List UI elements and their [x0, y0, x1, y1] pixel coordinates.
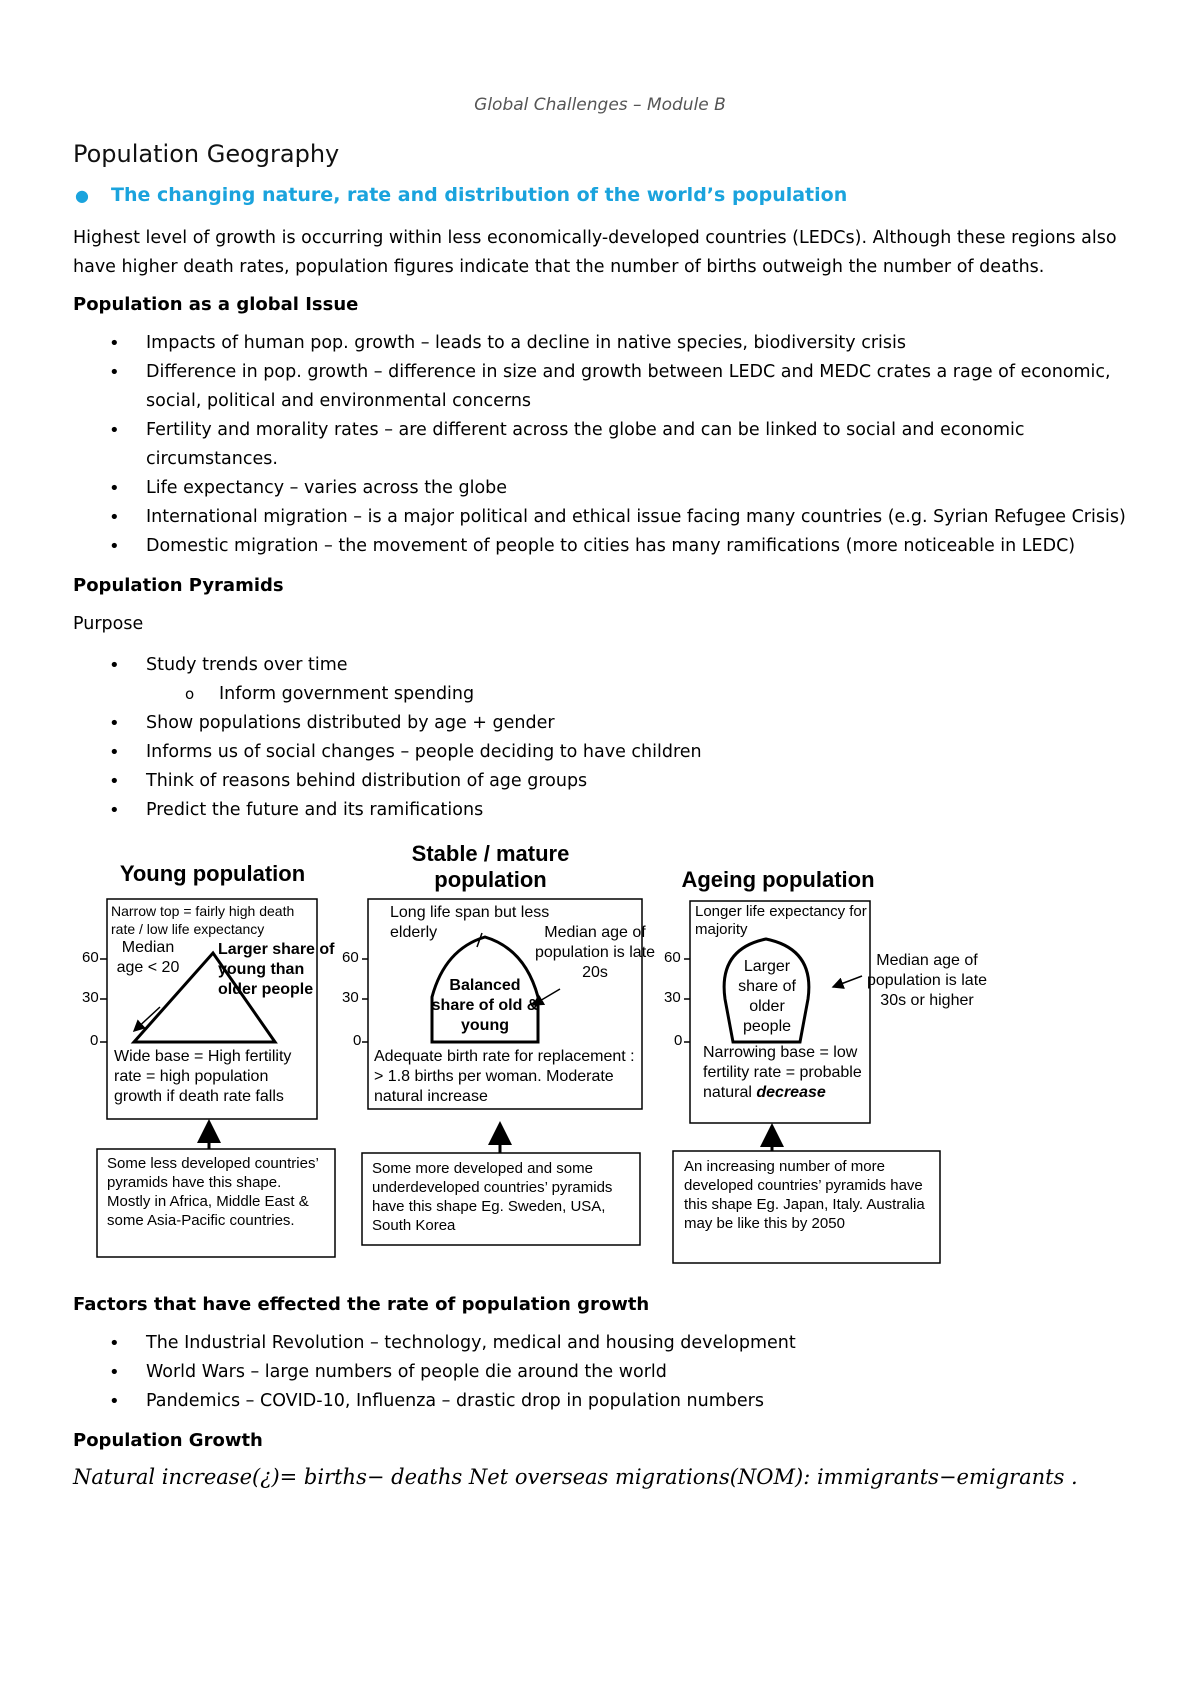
list-item: • Informs us of social changes – people deciding to have children: [73, 738, 1133, 767]
stable-share-note: Balanced share of old & young: [431, 977, 539, 1034]
growth-heading: Population Growth: [73, 1430, 263, 1451]
global-issue-heading: Population as a global Issue: [73, 294, 359, 315]
list-item: • Impacts of human pop. growth – leads to a decline in native species, biodiversity crisis: [73, 329, 1133, 358]
list-item: • Think of reasons behind distribution of age groups: [73, 767, 1133, 796]
sub-list-item: o Inform government spending: [73, 680, 1133, 709]
ageing-axis-0: 0: [674, 1032, 683, 1049]
stable-base-note: Adequate birth rate for replacement : > 1.8 births per woman. Moderate natural increase: [374, 1048, 635, 1105]
ageing-axis-60: 60: [664, 949, 681, 966]
stable-caption: Some more developed and some underdeveloped countries’ pyramids have this shape Eg. Sweden, USA, South Korea: [372, 1160, 613, 1234]
ageing-caption: An increasing number of more developed countries’ pyramids have this shape Eg. Japan, Italy. Australia may be like this by 2050: [684, 1158, 925, 1232]
young-title: Young population: [119, 861, 306, 886]
ageing-share-note: Larger share of older people: [738, 958, 796, 1035]
bullet-icon: ●: [75, 185, 89, 205]
stable-top-note: Long life span but less elderly: [390, 904, 550, 941]
list-item: • Difference in pop. growth – difference in size and growth between LEDC and MEDC crates a rage of economic, social, political and environmental concerns: [73, 358, 1133, 416]
factors-list: [73, 1329, 1133, 1416]
list-item: • Domestic migration – the movement of people to cities has many ramifications (more noticeable in LEDC): [73, 532, 1133, 561]
list-item: • World Wars – large numbers of people die around the world: [73, 1358, 1133, 1387]
running-header: Global Challenges – Module B: [474, 95, 726, 115]
ageing-top-note: Longer life expectancy for majority: [695, 903, 867, 938]
young-top-note: Narrow top = fairly high death rate / low life expectancy: [111, 903, 295, 937]
ageing-base-note-text: Narrowing base = low fertility rate = probable natural: [703, 1044, 862, 1101]
stable-axis-60: 60: [342, 949, 359, 966]
stable-axis-0: 0: [353, 1032, 362, 1049]
ageing-axis-30: 30: [664, 989, 681, 1006]
stable-axis-30: 30: [342, 989, 359, 1006]
young-axis-60: 60: [82, 949, 99, 966]
ageing-title: Ageing population: [681, 867, 875, 892]
list-item: • International migration – is a major political and ethical issue facing many countries (e.g. Syrian Refugee Crisis): [73, 503, 1133, 532]
global-issue-list: [73, 329, 1133, 561]
stable-title: Stable / mature population: [411, 841, 570, 892]
ageing-base-note-emphasis: decrease: [756, 1084, 826, 1101]
section-subheading: [73, 184, 1133, 206]
page-title: Population Geography: [73, 140, 340, 168]
young-base-note: Wide base = High fertility rate = high population growth if death rate falls: [114, 1048, 292, 1105]
stable-median-note: Median age of population is late 20s: [534, 924, 656, 981]
pyramids-heading: Population Pyramids: [73, 575, 284, 596]
factors-heading: Factors that have effected the rate of population growth: [73, 1294, 650, 1315]
young-caption: Some less developed countries’ pyramids have this shape. Mostly in Africa, Middle East & some Asia-Pacific countries.: [107, 1155, 319, 1229]
document-body: [73, 140, 1133, 1489]
list-item: • Show populations distributed by age + gender: [73, 709, 1133, 738]
list-item: • The Industrial Revolution – technology, medical and housing development: [73, 1329, 1133, 1358]
purpose-label: Purpose: [73, 614, 144, 634]
list-item: • Predict the future and its ramifications: [73, 796, 1133, 825]
list-item: • Fertility and morality rates – are different across the globe and can be linked to social and economic circumstances.: [73, 416, 1133, 474]
young-share-note: Larger share of young than older people: [218, 941, 335, 998]
young-median-note: Median age < 20: [116, 939, 180, 976]
pyramid-diagram: [0, 839, 1200, 1284]
young-axis-30: 30: [82, 989, 99, 1006]
list-item: • Study trends over time: [73, 651, 1133, 680]
subheading-text: The changing nature, rate and distribution of the world’s population: [111, 184, 848, 206]
list-item: • Life expectancy – varies across the globe: [73, 474, 1133, 503]
ageing-median-note: Median age of population is late 30s or higher: [866, 952, 988, 1009]
intro-paragraph: Highest level of growth is occurring within less economically-developed countries (LEDCs). Although these regions also have higher death rates, population figures indicate that the number of births outweigh the number of deaths.: [73, 228, 1117, 277]
purpose-list: [73, 651, 1133, 825]
list-item: • Pandemics – COVID-10, Influenza – drastic drop in population numbers: [73, 1387, 1133, 1416]
young-axis-0: 0: [90, 1032, 99, 1049]
growth-formula: Natural increase(¿)= births− deaths Net overseas migrations(NOM): immigrants−emigrants .: [73, 1465, 1078, 1489]
ageing-base-note: [703, 1043, 868, 1103]
